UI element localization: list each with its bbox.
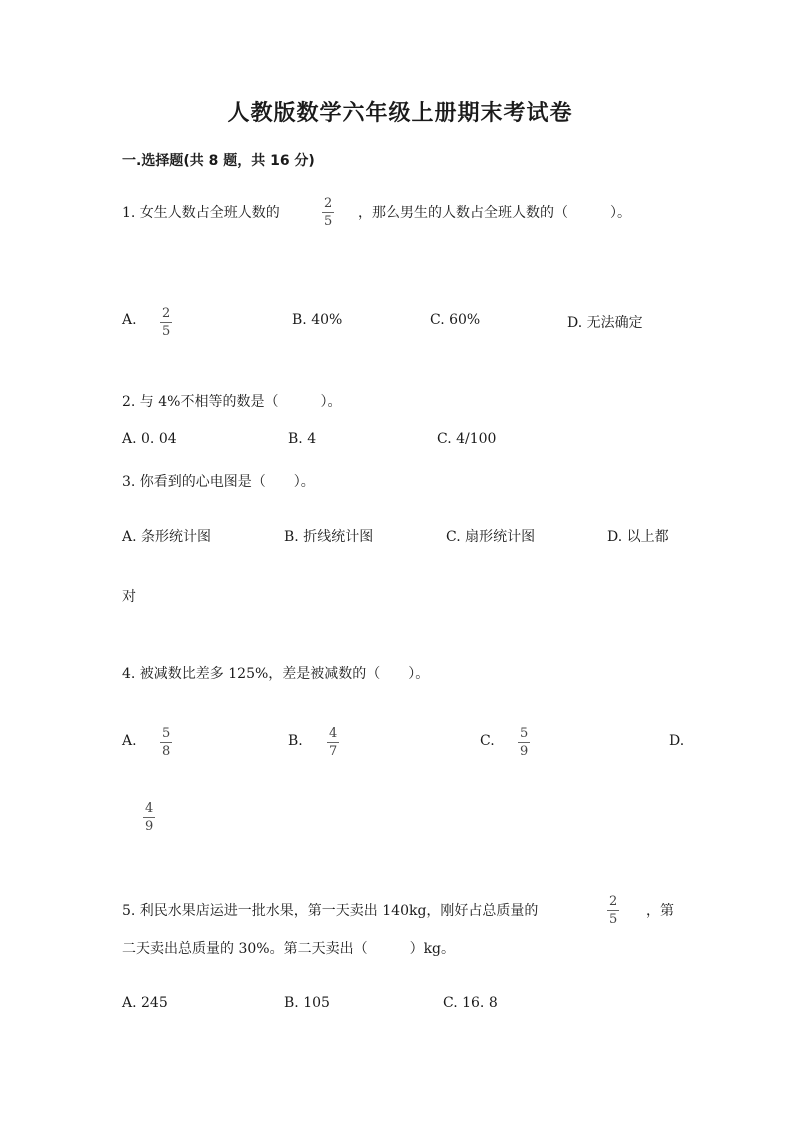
fraction-numerator: 2 xyxy=(609,894,618,909)
fraction-numerator: 2 xyxy=(162,306,171,321)
fraction-numerator: 4 xyxy=(329,726,338,741)
q4-option-b-label[interactable]: B. xyxy=(288,733,303,749)
q2-option-c[interactable]: C. 4/100 xyxy=(437,431,497,447)
fraction-numerator: 4 xyxy=(145,801,154,816)
q5-stem-part1: 5. 利民水果店运进一批水果，第一天卖出 140kg，刚好占总质量的 xyxy=(122,903,539,919)
q1-fraction-denominator: 5 xyxy=(324,214,333,229)
q4-option-d-fraction xyxy=(143,801,155,834)
q1-stem-part1: 1. 女生人数占全班人数的 xyxy=(122,205,280,221)
q4-option-c-fraction xyxy=(518,726,530,759)
fraction-denominator: 9 xyxy=(145,819,154,834)
page-title: 人教版数学六年级上册期末考试卷 xyxy=(227,101,573,126)
fraction-denominator: 9 xyxy=(520,744,529,759)
q1-option-a-label[interactable]: A. xyxy=(122,312,137,328)
q5-stem-part3: 二天卖出总质量的 30%。第二天卖出（ ）kg。 xyxy=(122,941,456,957)
fraction-denominator: 8 xyxy=(162,744,171,759)
fraction-denominator: 5 xyxy=(609,912,618,927)
q1-option-a-fraction xyxy=(160,306,172,339)
section-heading: 一.选择题(共 8 题，共 16 分) xyxy=(122,153,315,169)
q4-option-d-label[interactable]: D. xyxy=(669,733,685,749)
q4-option-c-label[interactable]: C. xyxy=(480,733,495,749)
fraction-numerator: 5 xyxy=(162,726,171,741)
q1-stem-part2: ，那么男生的人数占全班人数的（ ）。 xyxy=(358,205,631,221)
q2-option-a[interactable]: A. 0. 04 xyxy=(122,431,177,447)
q3-option-d[interactable]: D. 以上都 xyxy=(607,529,669,545)
q5-stem-part2: ，第 xyxy=(646,903,674,919)
q3-option-d-continued: 对 xyxy=(122,589,136,605)
q3-option-c[interactable]: C. 扇形统计图 xyxy=(446,529,536,545)
q1-fraction-numerator: 2 xyxy=(324,196,333,211)
q3-option-b[interactable]: B. 折线统计图 xyxy=(284,529,374,545)
q5-fraction xyxy=(607,894,619,927)
q4-stem: 4. 被减数比差多 125%，差是被减数的（ ）。 xyxy=(122,666,430,682)
fraction-numerator: 5 xyxy=(520,726,529,741)
q5-option-a[interactable]: A. 245 xyxy=(122,995,168,1011)
q2-stem: 2. 与 4%不相等的数是（ ）。 xyxy=(122,394,342,410)
q4-option-b-fraction xyxy=(327,726,339,759)
q2-option-b[interactable]: B. 4 xyxy=(288,431,317,447)
q1-option-b[interactable]: B. 40% xyxy=(292,312,343,328)
q3-option-a[interactable]: A. 条形统计图 xyxy=(122,529,212,545)
q3-stem: 3. 你看到的心电图是（ ）。 xyxy=(122,474,315,490)
fraction-denominator: 7 xyxy=(329,744,338,759)
q5-option-b[interactable]: B. 105 xyxy=(284,995,330,1011)
q1-option-d[interactable]: D. 无法确定 xyxy=(567,315,643,331)
q1-option-c[interactable]: C. 60% xyxy=(430,312,481,328)
fraction-denominator: 5 xyxy=(162,324,171,339)
q1-fraction xyxy=(322,196,334,229)
q5-option-c[interactable]: C. 16. 8 xyxy=(443,995,498,1011)
q4-option-a-label[interactable]: A. xyxy=(122,733,137,749)
q4-option-a-fraction xyxy=(160,726,172,759)
